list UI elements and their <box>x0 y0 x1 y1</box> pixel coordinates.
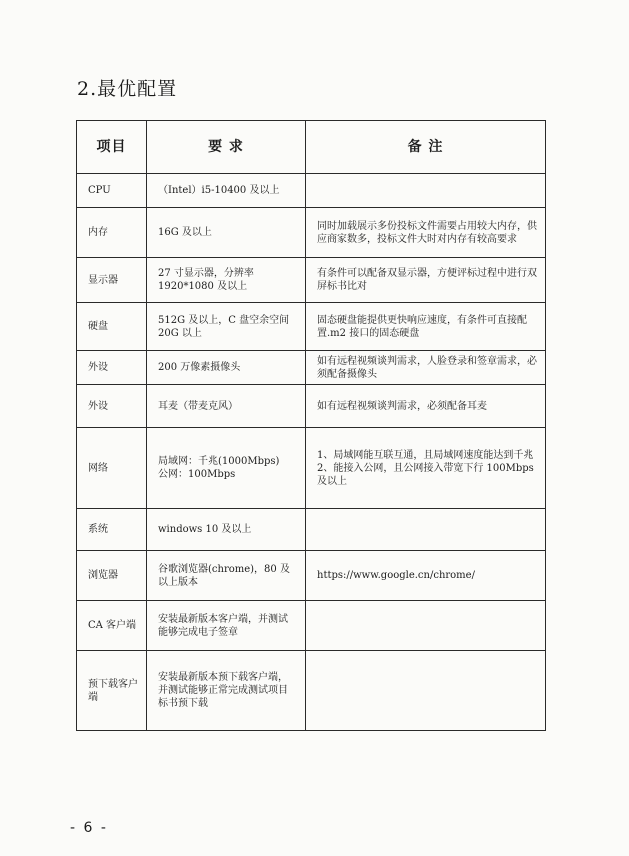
row-item: 预下载客户端 <box>77 651 147 731</box>
row-note: 如有远程视频谈判需求，人脸登录和签章需求，必须配备摄像头 <box>306 351 546 385</box>
row-requirement: 安装最新版本客户端，并测试能够完成电子签章 <box>147 601 306 651</box>
table-row <box>77 174 546 208</box>
row-note <box>306 651 546 731</box>
table-row <box>77 651 546 731</box>
row-item: 硬盘 <box>77 303 147 351</box>
table-row <box>77 509 546 551</box>
page-number: - 6 - <box>70 820 108 836</box>
row-note: 同时加载展示多份投标文件需要占用较大内存，供应商家数多，投标文件大时对内存有较高要求 <box>306 208 546 258</box>
row-note: 固态硬盘能提供更快响应速度，有条件可直接配置.m2 接口的固态硬盘 <box>306 303 546 351</box>
header-requirement: 要 求 <box>147 121 306 174</box>
row-item: 外设 <box>77 385 147 428</box>
row-note: 有条件可以配备双显示器，方便评标过程中进行双屏标书比对 <box>306 258 546 303</box>
section-heading: 2.最优配置 <box>77 78 178 100</box>
table-row <box>77 385 546 428</box>
table-row <box>77 601 546 651</box>
table-row <box>77 551 546 601</box>
row-requirement: 16G 及以上 <box>147 208 306 258</box>
table-row <box>77 208 546 258</box>
row-requirement: 局域网：千兆(1000Mbps) 公网：100Mbps <box>147 428 306 509</box>
row-item: 网络 <box>77 428 147 509</box>
config-table <box>76 120 546 731</box>
row-item: 显示器 <box>77 258 147 303</box>
row-note: 如有远程视频谈判需求，必须配备耳麦 <box>306 385 546 428</box>
table-row <box>77 428 546 509</box>
row-item: 外设 <box>77 351 147 385</box>
row-requirement: 安装最新版本预下载客户端，并测试能够正常完成测试项目标书预下载 <box>147 651 306 731</box>
row-item: CA 客户端 <box>77 601 147 651</box>
header-item: 项目 <box>77 121 147 174</box>
row-item: 系统 <box>77 509 147 551</box>
row-note <box>306 509 546 551</box>
table-row <box>77 258 546 303</box>
row-requirement: （Intel）i5-10400 及以上 <box>147 174 306 208</box>
row-requirement: 200 万像素摄像头 <box>147 351 306 385</box>
table-header-row <box>77 121 546 174</box>
row-note: https://www.google.cn/chrome/ <box>306 551 546 601</box>
row-item: 内存 <box>77 208 147 258</box>
row-note <box>306 174 546 208</box>
row-requirement: windows 10 及以上 <box>147 509 306 551</box>
row-note <box>306 601 546 651</box>
row-item: 浏览器 <box>77 551 147 601</box>
table-row <box>77 351 546 385</box>
row-item: CPU <box>77 174 147 208</box>
row-requirement: 谷歌浏览器(chrome)，80 及以上版本 <box>147 551 306 601</box>
row-requirement: 512G 及以上，C 盘空余空间 20G 以上 <box>147 303 306 351</box>
row-requirement: 耳麦（带麦克风） <box>147 385 306 428</box>
table-row <box>77 303 546 351</box>
row-note: 1、局域网能互联互通，且局域网速度能达到千兆 2、能接入公网，且公网接入带宽下行 100Mbps 及以上 <box>306 428 546 509</box>
header-note: 备 注 <box>306 121 546 174</box>
row-requirement: 27 寸显示器，分辨率 1920*1080 及以上 <box>147 258 306 303</box>
